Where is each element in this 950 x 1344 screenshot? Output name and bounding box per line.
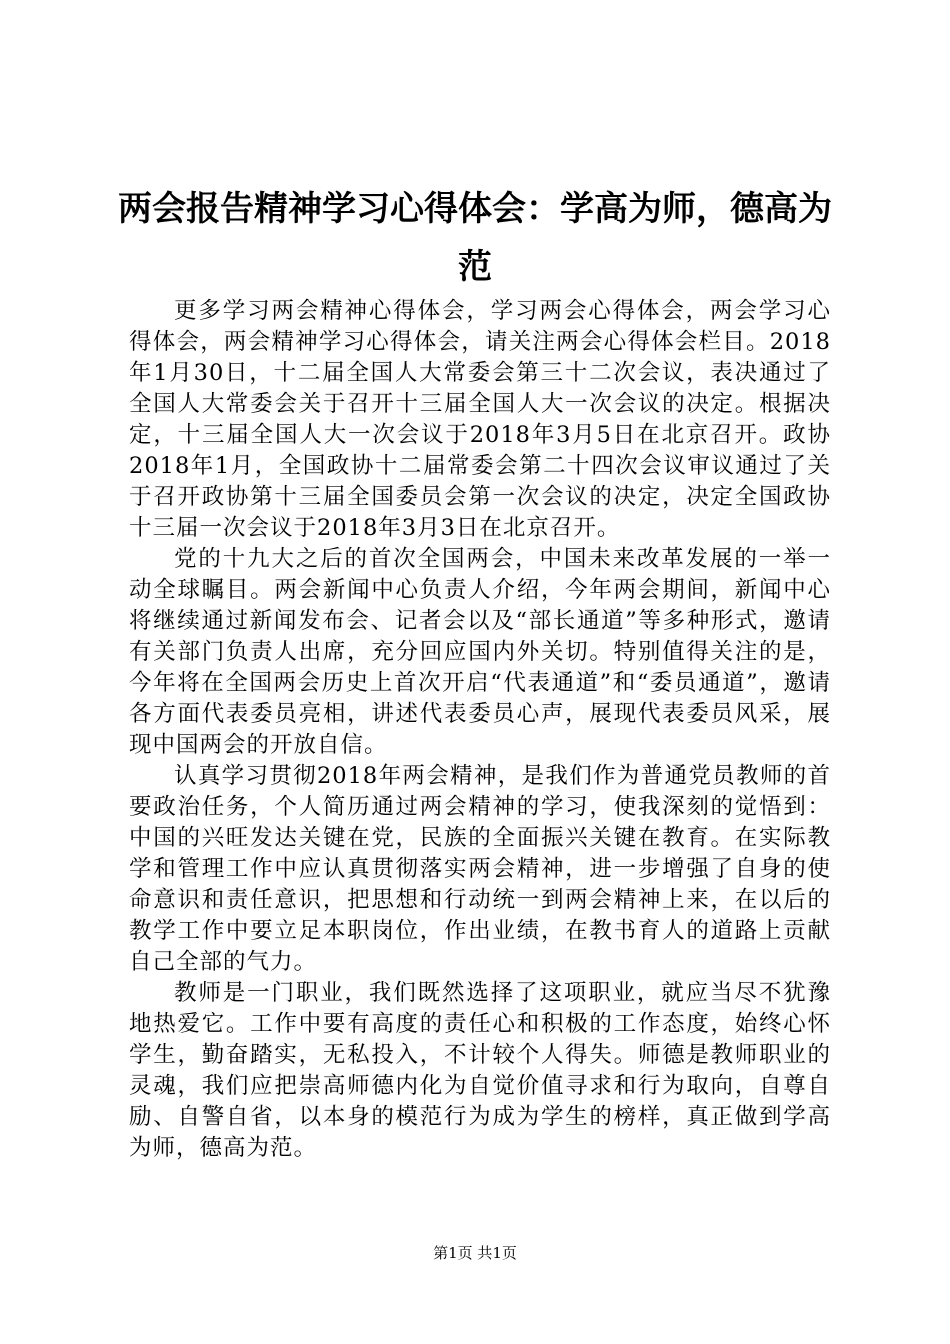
- document-title: 两会报告精神学习心得体会：学高为师，德高为范: [118, 189, 832, 287]
- page-number-footer: 第1页 共1页: [433, 1244, 517, 1262]
- paragraph-1: 更多学习两会精神心得体会，学习两会心得体会，两会学习心得体会，两会精神学习心得体会，请关注两会心得体会栏目。2018年1月30日，十二届全国人大常委会第三十二次会议，表决通过了全国人大常委会关于召开十三届全国人大一次会议的决定。根据决定，十三届全国人大一次会议于2018年3月5日在北京召开。政协2018年1月，全国政协十二届常委会第二十四次会议审议通过了关于召开政协第十三届全国委员会第一次会议的决定，决定全国政协十三届一次会议于2018年3月3日在北京召开。: [129, 298, 831, 541]
- paragraph-4: 教师是一门职业，我们既然选择了这项职业，就应当尽不犹豫地热爱它。工作中要有高度的责任心和积极的工作态度，始终心怀学生，勤奋踏实，无私投入，不计较个人得失。师德是教师职业的灵魂，我们应把崇高师德内化为自觉价值寻求和行为取向，自尊自励、自警自省，以本身的模范行为成为学生的榜样，真正做到学高为师，德高为范。: [129, 980, 831, 1161]
- paragraph-3: 认真学习贯彻2018年两会精神，是我们作为普通党员教师的首要政治任务，个人简历通过两会精神的学习，使我深刻的觉悟到：中国的兴旺发达关键在党，民族的全面振兴关键在教育。在实际教学和管理工作中应认真贯彻落实两会精神，进一步增强了自身的使命意识和责任意识，把思想和行动统一到两会精神上来，在以后的教学工作中要立足本职岗位，作出业绩，在教书育人的道路上贡献自己全部的气力。: [129, 763, 831, 975]
- document-body: [129, 296, 831, 1164]
- paragraph-2: 党的十九大之后的首次全国两会，中国未来改革发展的一举一动全球瞩目。两会新闻中心负责人介绍，今年两会期间，新闻中心将继续通过新闻发布会、记者会以及“部长通道”等多种形式，邀请有关部门负责人出席，充分回应国内外关切。特别值得关注的是，今年将在全国两会历史上首次开启“代表通道”和“委员通道”，邀请各方面代表委员亮相，讲述代表委员心声，展现代表委员风采，展现中国两会的开放自信。: [129, 546, 831, 758]
